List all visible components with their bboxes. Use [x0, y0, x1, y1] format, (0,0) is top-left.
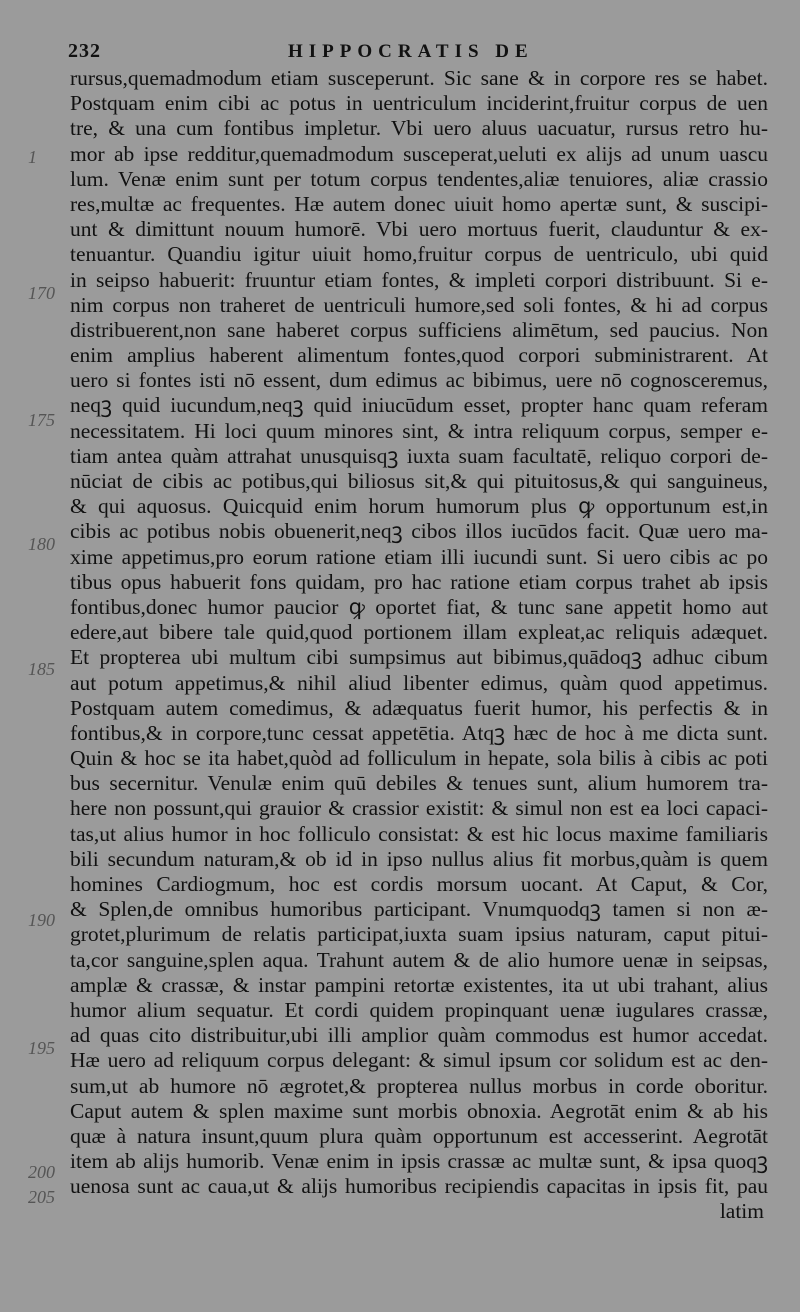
text-line: fontibus,donec humor paucior ꝙ oportet fiat, & tunc sane appetit homo aut [70, 594, 768, 619]
text-line: in seipso habuerit: fruuntur etiam fontes, & impleti corpori distribuunt. Si e- [70, 267, 768, 292]
text-line: Et propterea ubi multum cibi sumpsimus aut bibimus,quādoqꝫ adhuc cibum [70, 645, 768, 670]
margin-note: 170 [28, 283, 55, 303]
text-line: enim amplius haberent alimentum fontes,quod corpori subministrarent. At [70, 343, 768, 368]
text-line: edere,aut bibere tale quid,quod portionem illam expleat,ac reliquis adæquet. [70, 620, 768, 645]
text-line: ad quas cito distribuitur,ubi illi amplior quàm commodus est humor accedat. [70, 1023, 768, 1048]
text-line: xime appetimus,pro eorum ratione etiam illi iucundi sunt. Si uero cibis ac po [70, 544, 768, 569]
text-line: nim corpus non traheret de uentriculi humore,sed soli fontes, & hi ad corpus [70, 292, 768, 317]
running-head: HIPPOCRATIS DE [288, 41, 534, 62]
text-line: sum,ut ab humore nō ægrotet,& propterea nullus morbus in corde oboritur. [70, 1073, 768, 1098]
bleed-through [70, 1236, 768, 1258]
text-line: tiam antea quàm attrahat unusquisqꝫ iuxta suam facultatē, reliquo corpori de- [70, 443, 768, 468]
text-line: ta,cor sanguine,splen aqua. Trahunt autem & de alio humore uenæ in seipsas, [70, 947, 768, 972]
text-line: Hæ uero ad reliquum corpus delegant: & simul ipsum cor solidum est ac den- [70, 1048, 768, 1073]
text-line: humor alium sequatur. Et cordi quidem propinquant uenæ iugulares crassæ, [70, 997, 768, 1022]
text-line: fontibus,& in corpore,tunc cessat appetētia. Atqꝫ hæc de hoc à me dicta sunt. [70, 720, 768, 745]
text-line: mor ab ipse redditur,quemadmodum susceperat,ueluti ex alijs ad unum uascu [70, 141, 768, 166]
text-line: bus secernitur. Venulæ enim quū debiles & tenues sunt, alium humorem tra- [70, 771, 768, 796]
text-line: Postquam enim cibi ac potus in uentriculum inciderint,fruitur corpus de uen [70, 91, 768, 116]
text-line: item ab alijs humorib. Venæ enim in ipsis crassæ ac multæ sunt, & ipsa quoqꝫ [70, 1149, 768, 1174]
text-line: Quin & hoc se ita habet,quòd ad folliculum in hepate, sola bilis à cibis ac poti [70, 746, 768, 771]
text-line: res,multæ ac frequentes. Hæ autem donec uiuit homo apertæ sunt, & suscipi- [70, 191, 768, 216]
page-number: 232 [68, 40, 101, 62]
text-line: homines Cardiogmum, hoc est cordis morsum uocant. At Caput, & Cor, [70, 872, 768, 896]
text-line: & Splen,de omnibus humoribus participant. Vnumquodqꝫ tamen si non æ- [70, 897, 768, 922]
margin-note: 195 [28, 1038, 55, 1058]
margin-note: 175 [28, 410, 55, 430]
text-line: bili secundum naturam,& ob id in ipso nullus alius fit morbus,quàm is quem [70, 846, 768, 871]
margin-note: 205 [28, 1187, 55, 1207]
text-line: distribuerent,non sane haberet corpus sufficiens alimētum, sed paucius. Non [70, 317, 768, 342]
text-line: amplæ & crassæ, & instar pampini retortæ existentes, ita ut ubi trahant, alius [70, 972, 768, 997]
text-line: & qui aquosus. Quicquid enim horum humorum plus ꝙ opportunum est,in [70, 494, 768, 519]
text-line: cibis ac potibus nobis obuenerit,neqꝫ cibos illos iucūdos facit. Quæ uero ma- [70, 519, 768, 544]
margin-note: 1 [28, 147, 37, 167]
text-line: here non possunt,qui grauior & crassior existit: & simul non est ea loci capaci- [70, 796, 768, 821]
text-line: tibus opus habuerit fons quidam, pro hac ratione etiam corpus trahet ab ipsis [70, 569, 768, 594]
text-line: nūciat de cibis ac potibus,qui biliosus sit,& qui pituitosus,& qui sanguineus, [70, 469, 768, 493]
text-line: Caput autem & splen maxime sunt morbis obnoxia. Aegrotāt enim & ab his [70, 1098, 768, 1123]
text-line: tre, & una cum fontibus impletur. Vbi uero aluus uacuatur, rursus retro hu- [70, 116, 768, 141]
margin-notes [0, 0, 70, 1312]
text-line: necessitatem. Hi loci quum minores sint, & intra reliquum corpus, semper e- [70, 418, 768, 443]
body-text [70, 66, 768, 1225]
page-header [68, 38, 788, 66]
text-line: uenosa sunt ac caua,ut & alijs humoribus recipiendis capacitas in ipsis fit, pau [70, 1174, 768, 1199]
text-line: neqꝫ quid iucundum,neqꝫ quid iniucūdum esset, propter hanc quam referam [70, 393, 768, 418]
text-line: tenuantur. Quandiu igitur uiuit homo,fruitur corpus de uentriculo, ubi quid [70, 242, 768, 267]
margin-note: 200 [28, 1162, 55, 1182]
text-line: uero si fontes isti nō essent, dum edimus ac bibimus, uere nō cognosceremus, [70, 368, 768, 393]
text-line: rursus,quemadmodum etiam susceperunt. Sic sane & in corpore res se habet. [70, 66, 768, 90]
text-line: tas,ut alius humor in hoc folliculo consistat: & est hic locus maxime familiaris [70, 821, 768, 846]
catchword: latim [719, 1199, 764, 1224]
margin-note: 180 [28, 534, 55, 554]
margin-note: 190 [28, 910, 55, 930]
text-line: lum. Venæ enim sunt per totum corpus tendentes,aliæ tenuiores, aliæ crassio [70, 166, 768, 191]
text-line: quæ à natura insunt,quum plura quàm opportunum est accesserint. Aegrotāt [70, 1123, 768, 1148]
margin-note: 185 [28, 659, 55, 679]
text-line: unt & dimittunt nouum humorē. Vbi uero mortuus fuerit, clauduntur & ex- [70, 217, 768, 242]
text-line: Postquam autem comedimus, & adæquatus fuerit humor, his perfectis & in [70, 695, 768, 720]
text-line: aut potum appetimus,& nihil aliud libenter edimus, quàm quod appetimus. [70, 670, 768, 695]
text-line: grotet,plurimum de relatis participat,iuxta suam ipsius naturam, caput pitui- [70, 922, 768, 947]
